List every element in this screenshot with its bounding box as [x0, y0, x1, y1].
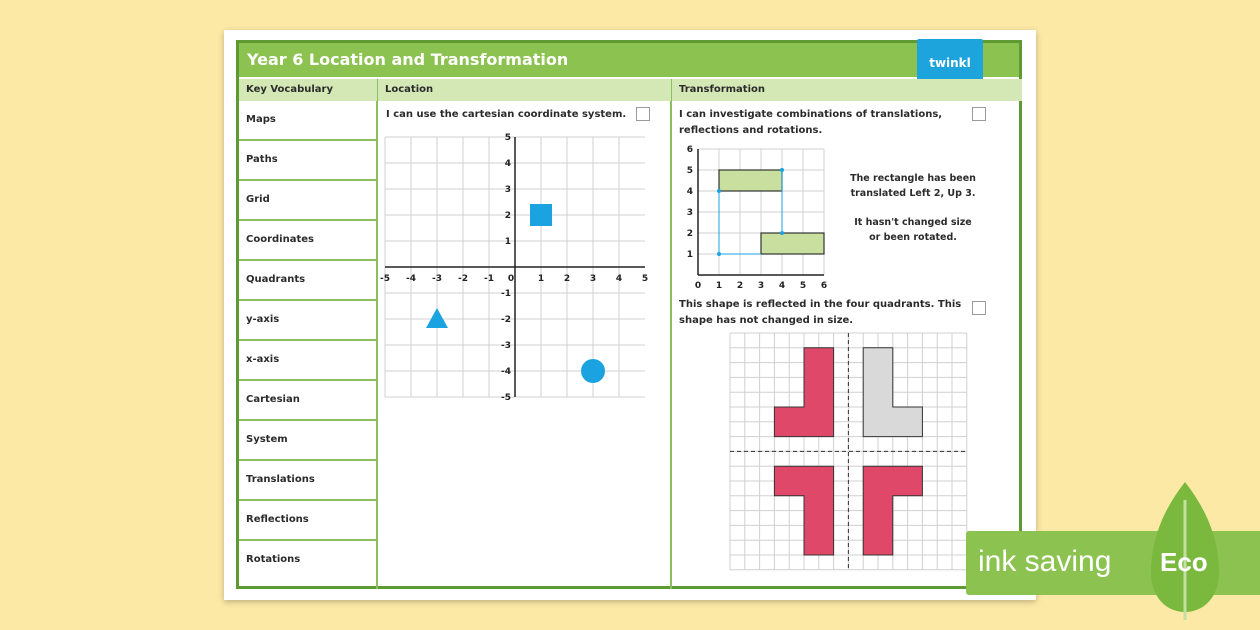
vocab-item: y-axis [239, 301, 376, 341]
square-shape [530, 204, 552, 226]
transformation-statement: I can investigate combinations of translations, reflections and rotations. [679, 109, 943, 136]
vocab-item: Paths [239, 141, 376, 181]
location-statement: I can use the cartesian coordinate system. [386, 109, 627, 120]
x-tick-label: -1 [484, 274, 494, 284]
y-tick-label: -1 [501, 289, 511, 299]
y-tick-label: 1 [686, 250, 693, 260]
y-tick-label: 6 [686, 145, 693, 155]
x-tick-label: 4 [615, 274, 623, 284]
vocab-item: Quadrants [239, 261, 376, 301]
x-tick-label: 3 [757, 281, 765, 291]
x-tick-label: 6 [820, 281, 828, 291]
vocab-item: x-axis [239, 341, 376, 381]
vocab-item: Translations [239, 461, 376, 501]
vertex-marker [717, 189, 721, 193]
eco-label: Eco [1160, 547, 1208, 577]
size-note: It hasn't changed size or been rotated. [854, 217, 972, 243]
x-tick-label: 1 [537, 274, 545, 284]
reflection-statement: This shape is reflected in the four quadrants. This shape has not changed in size. [679, 299, 962, 326]
twinkl-logo: twinkl [917, 39, 983, 87]
y-tick-label: 5 [504, 133, 511, 143]
x-tick-label: 5 [641, 274, 649, 284]
vocab-item: Grid [239, 181, 376, 221]
vertex-marker [780, 168, 784, 172]
vocab-item: System [239, 421, 376, 461]
y-tick-label: -2 [501, 315, 511, 325]
x-tick-label: 2 [563, 274, 571, 284]
reflection-grid [730, 333, 970, 573]
y-tick-label: 3 [686, 208, 693, 218]
vertex-marker [717, 252, 721, 256]
vocab-item: Reflections [239, 501, 376, 541]
triangle-shape [426, 308, 448, 328]
translation-grid [676, 147, 836, 292]
y-tick-label: -4 [501, 367, 511, 377]
location-header: Location [378, 79, 672, 101]
page-title: Year 6 Location and Transformation [239, 43, 1019, 77]
y-tick-label: 2 [686, 229, 693, 239]
x-tick-label: 2 [736, 281, 744, 291]
x-tick-label: -5 [380, 274, 390, 284]
vertex-marker [780, 231, 784, 235]
x-tick-label: -2 [458, 274, 468, 284]
reflection-checkbox[interactable] [972, 301, 986, 315]
transformation-checkbox[interactable] [972, 107, 986, 121]
vocabulary-list [239, 101, 378, 589]
y-tick-label: 4 [686, 187, 693, 197]
y-tick-label: 3 [504, 185, 511, 195]
transformation-header: Transformation [672, 79, 1022, 101]
badge-text: ink saving [978, 545, 1112, 578]
x-tick-label: 1 [715, 281, 723, 291]
x-tick-label: -3 [432, 274, 442, 284]
y-tick-label: 1 [504, 237, 511, 247]
y-tick-label: -5 [501, 393, 511, 403]
x-tick-label: 0 [694, 281, 702, 291]
translated-rectangle [719, 170, 782, 191]
original-rectangle [761, 233, 824, 254]
x-tick-label: 0 [507, 274, 515, 284]
coordinate-grid [380, 133, 664, 427]
vocab-item: Rotations [246, 554, 301, 565]
transformation-column [672, 101, 1022, 589]
translation-note: The rectangle has been translated Left 2, Up 3. [850, 173, 976, 199]
x-tick-label: 3 [589, 274, 597, 284]
location-checkbox[interactable] [636, 107, 650, 121]
vocab-item: Coordinates [239, 221, 376, 261]
vocab-item: Cartesian [239, 381, 376, 421]
y-tick-label: 5 [686, 166, 693, 176]
x-tick-label: 5 [799, 281, 807, 291]
x-tick-label: 4 [778, 281, 786, 291]
circle-shape [581, 359, 605, 383]
y-tick-label: 2 [504, 211, 511, 221]
vocab-header: Key Vocabulary [239, 79, 378, 101]
worksheet [224, 30, 1036, 600]
vocab-item: Maps [239, 101, 376, 141]
x-tick-label: -4 [406, 274, 416, 284]
worksheet-frame [236, 40, 1022, 589]
location-column [378, 101, 672, 589]
y-tick-label: 4 [504, 159, 511, 169]
y-tick-label: -3 [501, 341, 511, 351]
